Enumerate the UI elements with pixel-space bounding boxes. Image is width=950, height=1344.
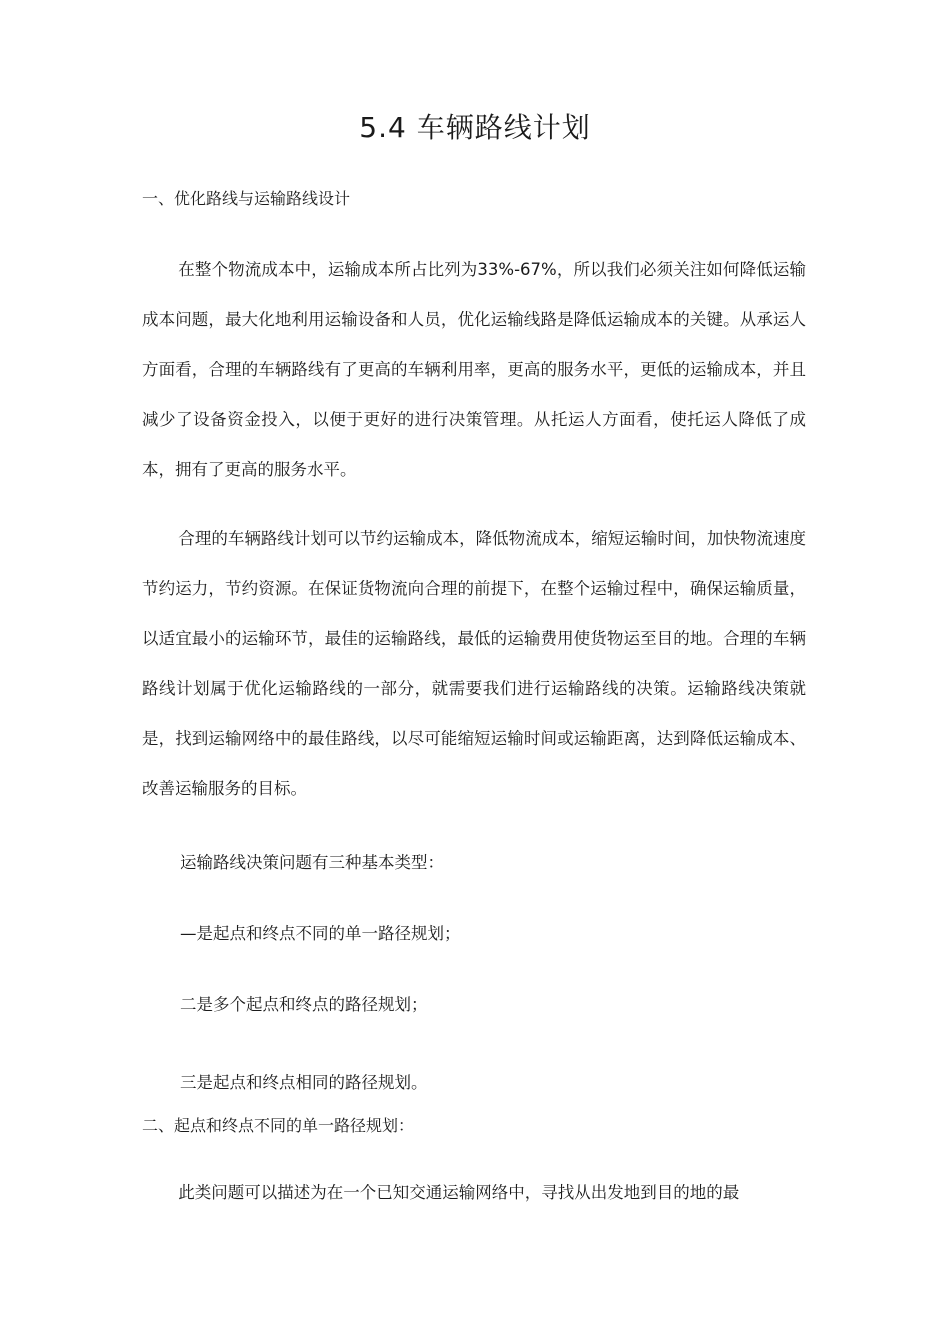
document-title: 5.4 车辆路线计划	[359, 111, 591, 144]
type-item-1: —是起点和终点不同的单一路径规划；	[180, 924, 461, 943]
type-item-3: 三是起点和终点相同的路径规划。	[180, 1073, 428, 1092]
section-heading-1: 一、优化路线与运输路线设计	[142, 189, 351, 208]
paragraph-1: 在整个物流成本中，运输成本所占比列为33%-67%，所以我们必须关注如何降低运输成本问题，最大化地利用运输设备和人员，优化运输线路是降低运输成本的关键。从承运人方面看，合理的车辆路线有了更高的车辆利用率，更高的服务水平，更低的运输成本，并且减少了设备资金投入，以便于更好的进行决策管理。从托运人方面看，使托运人降低了成本，拥有了更高的服务水平。	[142, 260, 806, 479]
paragraph-2: 合理的车辆路线计划可以节约运输成本，降低物流成本，缩短运输时间，加快物流速度节约运力，节约资源。在保证货物流向合理的前提下，在整个运输过程中，确保运输质量，以适宜最小的运输环节，最佳的运输路线，最低的运输费用使货物运至目的地。合理的车辆路线计划属于优化运输路线的一部分，就需要我们进行运输路线的决策。运输路线决策就是，找到运输网络中的最佳路线，以尽可能缩短运输时间或运输距离，达到降低运输成本、改善运输服务的目标。	[142, 529, 806, 798]
section-heading-2: 二、起点和终点不同的单一路径规划：	[142, 1116, 415, 1135]
paragraph-3: 此类问题可以描述为在一个已知交通运输网络中，寻找从出发地到目的地的最	[178, 1183, 740, 1202]
type-item-2: 二是多个起点和终点的路径规划；	[180, 995, 428, 1014]
types-intro: 运输路线决策问题有三种基本类型：	[180, 853, 444, 872]
